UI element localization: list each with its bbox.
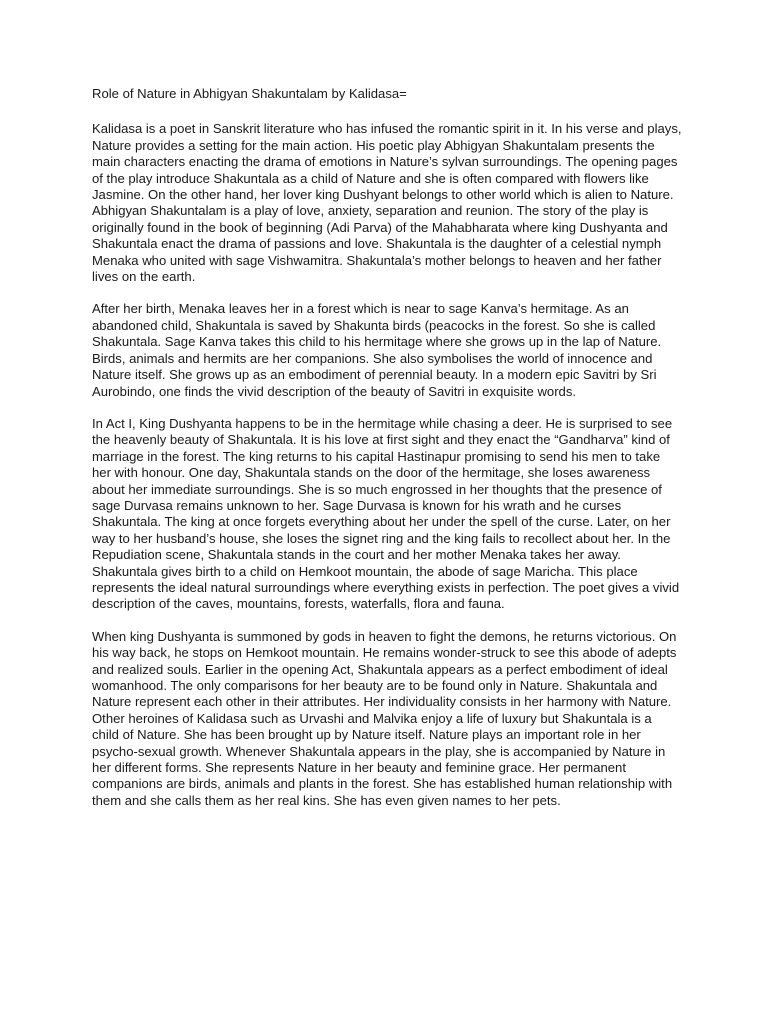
document-title: Role of Nature in Abhigyan Shakuntalam by Kalidasa= [92,86,407,101]
document-page [92,86,682,825]
paragraph-4: When king Dushyanta is summoned by gods in heaven to fight the demons, he returns victorious. On his way back, he stops on Hemkoot mountain. He remains wonder-struck to see this abode of adepts and realized souls. Earlier in the opening Act, Shakuntala appears as a perfect embodiment of ideal womanhood. The only comparisons for her beauty are to be found only in Nature. Shakuntala and Nature represent each other in their attributes. Her individuality consists in her harmony with Nature. Other heroines of Kalidasa such as Urvashi and Malvika enjoy a life of luxury but Shakuntala is a child of Nature. She has been brought up by Nature itself. Nature plays an important role in her psycho-sexual growth. Whenever Shakuntala appears in the play, she is accompanied by Nature in her different forms. She represents Nature in her beauty and feminine grace. Her permanent companions are birds, animals and plants in the forest. She has established human relationship with them and she calls them as her real kins. She has even given names to her pets. [92,628,677,808]
paragraph-3: In Act I, King Dushyanta happens to be in the hermitage while chasing a deer. He is surprised to see the heavenly beauty of Shakuntala. It is his love at first sight and they enact the “Gandharva” kind of marriage in the forest. The king returns to his capital Hastinapur promising to send his men to take her with honour. One day, Shakuntala stands on the door of the hermitage, she loses awareness about her immediate surroundings. She is so much engrossed in her thoughts that the presence of sage Durvasa remains unknown to her. Sage Durvasa is known for his wrath and he curses Shakuntala. The king at once forgets everything about her under the spell of the curse. Later, on her way to her husband’s house, she loses the signet ring and the king fails to recollect about her. In the Repudiation scene, Shakuntala stands in the court and her mother Menaka takes her away. Shakuntala gives birth to a child on Hemkoot mountain, the abode of sage Maricha. This place represents the ideal natural surroundings where everything exists in perfection. The poet gives a vivid description of the caves, mountains, forests, waterfalls, flora and fauna. [92,415,680,612]
paragraph-2: After her birth, Menaka leaves her in a forest which is near to sage Kanva’s hermitage. As an abandoned child, Shakuntala is saved by Shakunta birds (peacocks in the forest. So she is called Shakuntala. Sage Kanva takes this child to his hermitage where she grows up in the lap of Nature. Birds, animals and hermits are her companions. She also symbolises the world of innocence and Nature itself. She grows up as an embodiment of perennial beauty. In a modern epic Savitri by Sri Aurobindo, one finds the vivid description of the beauty of Savitri in exquisite words. [92,301,662,399]
paragraph-1: Kalidasa is a poet in Sanskrit literature who has infused the romantic spirit in it. In his verse and plays, Nature provides a setting for the main action. His poetic play Abhigyan Shakuntalam presents the main characters enacting the drama of emotions in Nature’s sylvan surroundings. The opening pages of the play introduce Shakuntala as a child of Nature and she is often compared with flowers like Jasmine. On the other hand, her lover king Dushyant belongs to other world which is alien to Nature. Abhigyan Shakuntalam is a play of love, anxiety, separation and reunion. The story of the play is originally found in the book of beginning (Adi Parva) of the Mahabharata where king Dushyanta and Shakuntala enact the drama of passions and love. Shakuntala is the daughter of a celestial nymph Menaka who united with sage Vishwamitra. Shakuntala’s mother belongs to heaven and her father lives on the earth. [92,121,682,285]
